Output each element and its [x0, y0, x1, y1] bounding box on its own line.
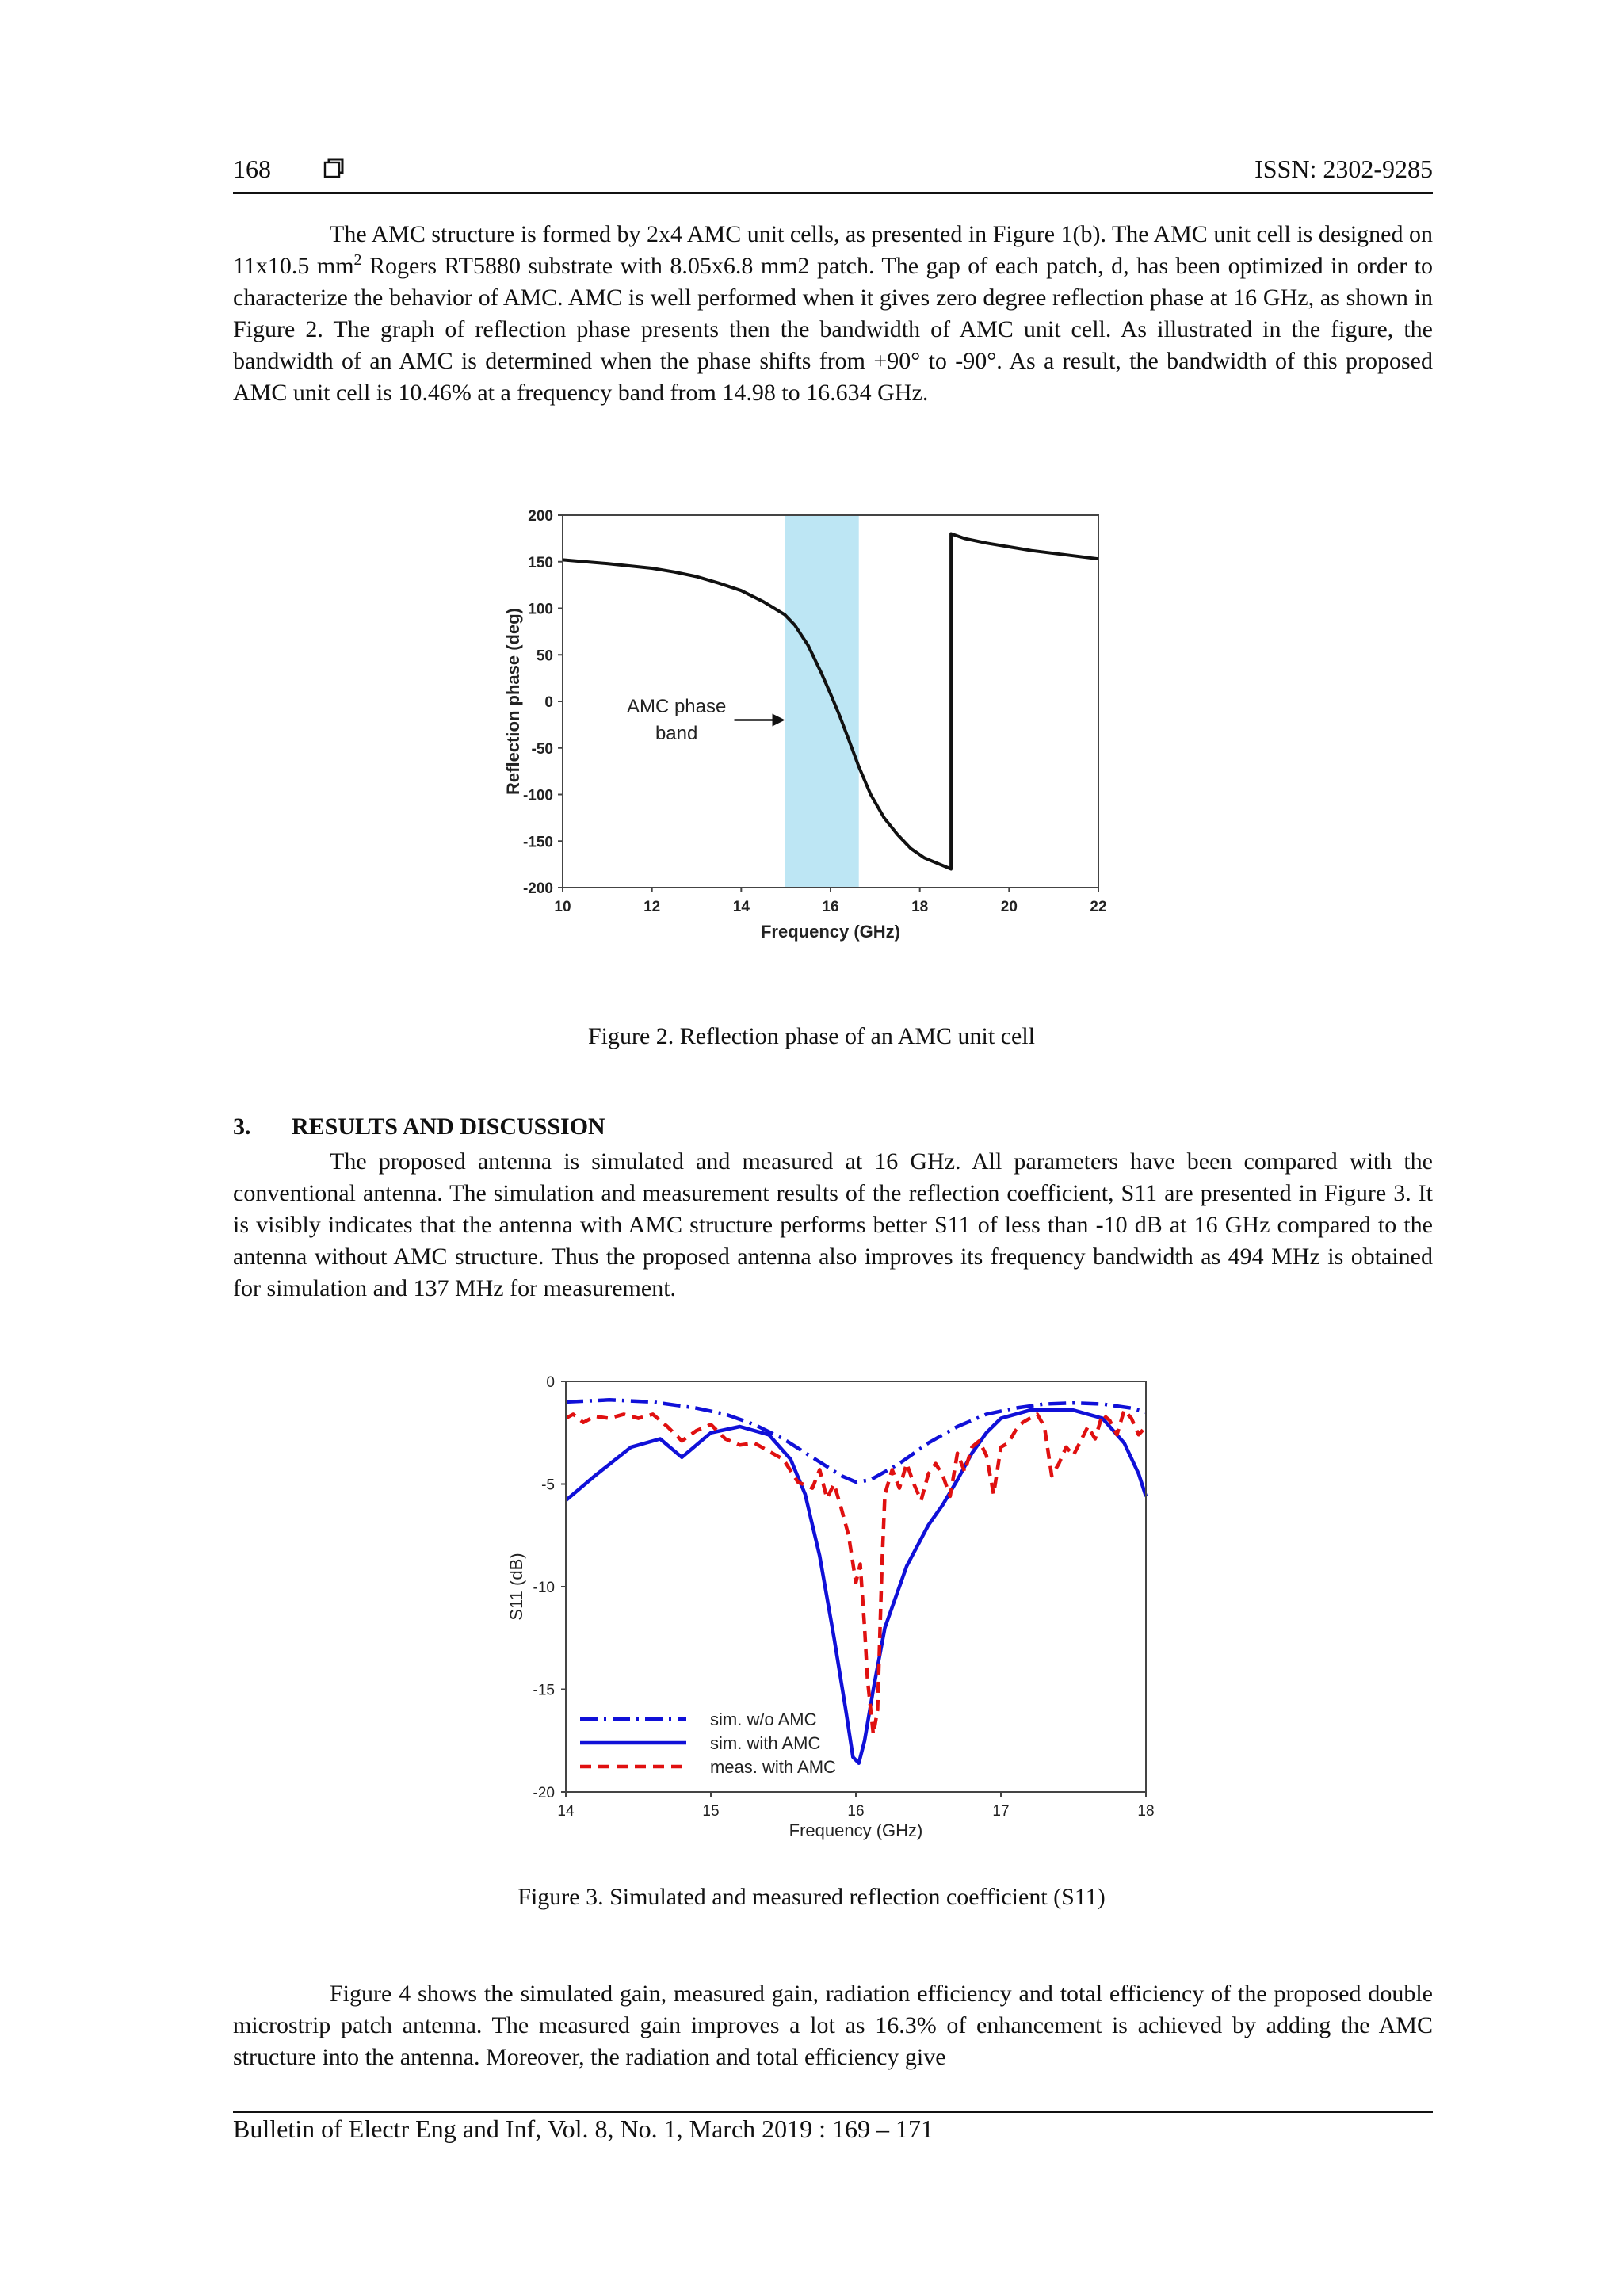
x-tick-label: 20 [1000, 899, 1018, 915]
p1-text-b: Rogers RT5880 substrate with 8.05x6.8 mm2 patch. The gap of each patch, d, has been optimized in order to characterize the behavior of AMC. AMC is well performed when it gives zero degree reflection phase at 16 GHz, as shown in Figure 2. The graph of reflection phase presents then the bandwidth of AMC unit cell. As illustrated in the figure, the bandwidth of an AMC is determined when the phase shifts from +90° to -90°. As a result, the bandwidth of this proposed AMC unit cell is 10.46% at a frequency band from 14.98 to 16.634 GHz. [233, 253, 1433, 406]
page-number: 168 [233, 155, 271, 183]
y-tick-label: -10 [533, 1580, 555, 1596]
y-tick-label: 0 [544, 694, 553, 711]
y-tick-label: -20 [533, 1785, 555, 1801]
x-tick-label: 15 [702, 1803, 720, 1820]
x-tick-label: 17 [992, 1803, 1010, 1820]
issn-label: ISSN: 2302-9285 [1254, 155, 1433, 183]
x-axis-label: Frequency (GHz) [760, 922, 901, 942]
y-axis-label: S11 (dB) [506, 1553, 526, 1621]
y-tick-label: 200 [528, 508, 553, 525]
x-tick-label: 18 [911, 899, 929, 915]
y-tick-label: 0 [546, 1374, 555, 1391]
footer-citation: Bulletin of Electr Eng and Inf, Vol. 8, No. 1, March 2019 : 169 – 171 [233, 2115, 934, 2143]
amc-phase-band [785, 515, 859, 888]
header-rule [233, 192, 1433, 194]
y-tick-label: -100 [522, 787, 553, 804]
p2-text: The proposed antenna is simulated and measured at 16 GHz. All parameters have been compared with the conventional antenna. The simulation and measurement results of the reflection coefficient, S11 are presented in Figure 3. It is visibly indicates that the antenna with AMC structure performs better S11 of less than -10 dB at 16 GHz compared to the antenna without AMC structure. Thus the proposed antenna also improves its frequency bandwidth as 494 MHz is obtained for simulation and 137 MHz for measurement. [233, 1148, 1433, 1301]
series-line-2 [566, 1410, 1146, 1734]
figure-3-chart [475, 1359, 1173, 1851]
x-tick-label: 18 [1137, 1803, 1155, 1820]
y-tick-label: -150 [522, 834, 553, 851]
x-tick-label: 10 [554, 899, 571, 915]
section-heading [233, 1114, 605, 1140]
p3-text: Figure 4 shows the simulated gain, measured gain, radiation efficiency and total efficiency of the proposed double microstrip patch antenna. The measured gain improves a lot as 16.3% of enhancement is achieved by adding the AMC structure into the antenna. Moreover, the radiation and total efficiency give [233, 1981, 1433, 2070]
x-tick-label: 16 [822, 899, 839, 915]
body-paragraph-1 [233, 219, 1433, 409]
section-title: RESULTS AND DISCUSSION [292, 1114, 605, 1140]
body-paragraph-2 [233, 1146, 1433, 1305]
x-tick-label: 22 [1090, 899, 1107, 915]
p1-superscript: 2 [353, 251, 362, 269]
figure-2-chart [475, 490, 1173, 989]
x-tick-label: 14 [732, 899, 750, 915]
y-tick-label: -200 [522, 881, 553, 897]
p1-text-a: The AMC structure is formed by 2x4 AMC unit cells, as presented in Figure 1(b). The AMC unit cell is designed on 11x10.5 mm [233, 221, 1433, 279]
figure-3-caption: Figure 3. Simulated and measured reflection coefficient (S11) [517, 1884, 1106, 1910]
legend-label: sim. with AMC [710, 1733, 821, 1753]
arrow-head-icon [773, 714, 785, 727]
y-tick-label: 150 [528, 554, 553, 571]
y-tick-label: -15 [533, 1682, 555, 1699]
section-number: 3. [233, 1114, 251, 1140]
annotation-text: band [655, 723, 698, 744]
x-axis-label: Frequency (GHz) [789, 1820, 923, 1840]
x-tick-label: 14 [557, 1803, 575, 1820]
x-tick-label: 16 [847, 1803, 865, 1820]
plot-frame [566, 1381, 1146, 1792]
square-outline-icon [323, 158, 344, 178]
body-paragraph-3 [233, 1978, 1433, 2073]
legend-label: meas. with AMC [710, 1757, 836, 1777]
y-tick-label: 50 [536, 648, 553, 665]
x-tick-label: 12 [643, 899, 661, 915]
footer-rule [233, 2111, 1433, 2113]
y-tick-label: -5 [541, 1477, 555, 1494]
annotation-text: AMC phase [626, 696, 727, 717]
y-axis-label: Reflection phase (deg) [503, 608, 523, 795]
legend-label: sim. w/o AMC [710, 1710, 817, 1729]
y-tick-label: -50 [531, 740, 553, 758]
figure-2-caption: Figure 2. Reflection phase of an AMC unit cell [587, 1023, 1036, 1049]
y-tick-label: 100 [528, 601, 553, 618]
